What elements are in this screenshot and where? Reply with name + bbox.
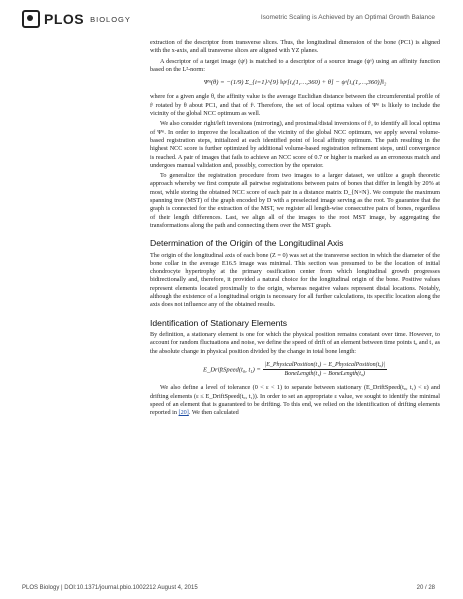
paragraph: extraction of the descriptor from transverse slices. Thus, the longitudinal dimension of the bone (PC1) is aligned with the x-axis, and all transverse slices are aligned with YZ planes.	[150, 39, 440, 55]
equation-affinity: Ψˢᵗ(θ) = −(1/9) Σ_{i=1}^{9} ‖ψᵗ[i,(1,…,360) + θ] − ψˢ[i,(1,…,360)]‖₂	[203, 79, 387, 87]
equation-fraction	[263, 361, 388, 379]
running-title: Isometric Scaling is Achieved by an Optimal Growth Balance	[260, 14, 435, 21]
paragraph-text: . We then calculated	[188, 409, 239, 417]
paragraph: We also consider right/left inversions (mirroring), and proximal/distal inversions of fᵗ, to identify all local optima of Ψˢᵗ. In order to improve the localization of the vicinity of the global NCC optimum, we apply several volume-based registration steps, initialized at each identified point of local affinity optimum. The path resulting in the highest NCC score is further optimized by additional volume-based registration refinement steps, until convergence is reached. A pair of images that fails to achieve an NCC score of 0.7 or higher is marked as an erroneous match and undergoes manual validation and, possibly, correction by the operator.	[150, 120, 440, 169]
section-heading-stationary: Identification of Stationary Elements	[150, 317, 288, 328]
reference-link[interactable]: [20]	[178, 409, 189, 417]
paragraph: The origin of the longitudinal axis of each bone (Z = 0) was set at the transverse section in which the diameter of the bone collar in the average E16.5 image was minimal. This section was presumed to be the location of initial chondrocyte hypertrophy at the primary ossification center from which longitudinal growth progresses bidirectionally and, therefore, it provided a natural choice for the longitudinal origin of the bone. Positive values represent elements located proximally to the origin, whereas negative values represent distal locations. Notably, although the existence of a longitudinal origin is necessary for all further calculations, its specific location along the axis does not influence any of the obtained results.	[150, 251, 440, 309]
paragraph-text: We also define a level of tolerance (0 < ε < 1) to separate between stationary (E_DriftSpeed(t₀, t₁) < ε) and drifting elements (ε ≤ E_DriftSpeed(t₀, t₁)). In order to set an appropriate ε value, we sought to identify the minimal speed of an element that is guaranteed to be drifting. To this end, we relied on the identification of drifting elements reported in	[150, 384, 440, 417]
page-number: 20 / 28	[416, 585, 435, 591]
section-heading-origin: Determination of the Origin of the Longitudinal Axis	[150, 238, 344, 249]
paragraph: To generalize the registration procedure from two images to a larger dataset, we utilize a graph theoretic approach whereby we first compute all pairwise registrations between pairs of bones that differ in length by 20% at most, while storing the obtained NCC score of each pair in a distance matrix D_{N×N}. We compute the maximum spanning tree (MST) of the graph encoded by D with a preselected image serving as the root. To guarantee that the graph is connected for the extraction of the MST, we register all length-wise consecutive pairs of bones, regardless of their length differences. Last, we align all of the images to the root MST image, by aggregating the transformations along the path and connecting them over the MST graph.	[150, 172, 440, 229]
equation-denominator: BoneLength(t₁) − BoneLength(t₀)	[284, 371, 366, 378]
equation-drift-speed	[150, 361, 440, 379]
paragraph	[150, 384, 440, 417]
equation-numerator: |E_PhysicalPosition(t₁) − E_PhysicalPosition(t₀)|	[263, 361, 388, 370]
footer-citation: PLOS Biology | DOI:10.1371/journal.pbio.1002212 August 4, 2015	[22, 585, 198, 591]
plos-logo	[22, 10, 131, 28]
paragraph: where for a given angle θ, the affinity value is the average Euclidian distance between the circumferential profile of fᵗ rotated by θ about PC1, and that of fˢ. Therefore, the set of local optima values of Ψˢᵗ is likely to include the vicinity of the global NCC optimum as well.	[150, 93, 440, 118]
paragraph: By definition, a stationary element is one for which the physical position remains constant over time. However, to account for random fluctuations and noise, we define the speed of drift of an element between time points t₀ and t₁ as the absolute change in physical position divided by the change in total bone length:	[150, 330, 440, 355]
equation-lhs: E_DriftSpeed(t₀, t₁) =	[202, 366, 261, 374]
plos-logo-text: PLOS	[44, 11, 85, 27]
journal-name: BIOLOGY	[90, 14, 131, 24]
paragraph: A descriptor of a target image (ψᵗ) is matched to a descriptor of a source image (ψˢ) using an affinity function based on the L²-norm:	[150, 57, 440, 73]
plos-logo-icon	[22, 10, 40, 28]
article-body	[150, 39, 440, 420]
